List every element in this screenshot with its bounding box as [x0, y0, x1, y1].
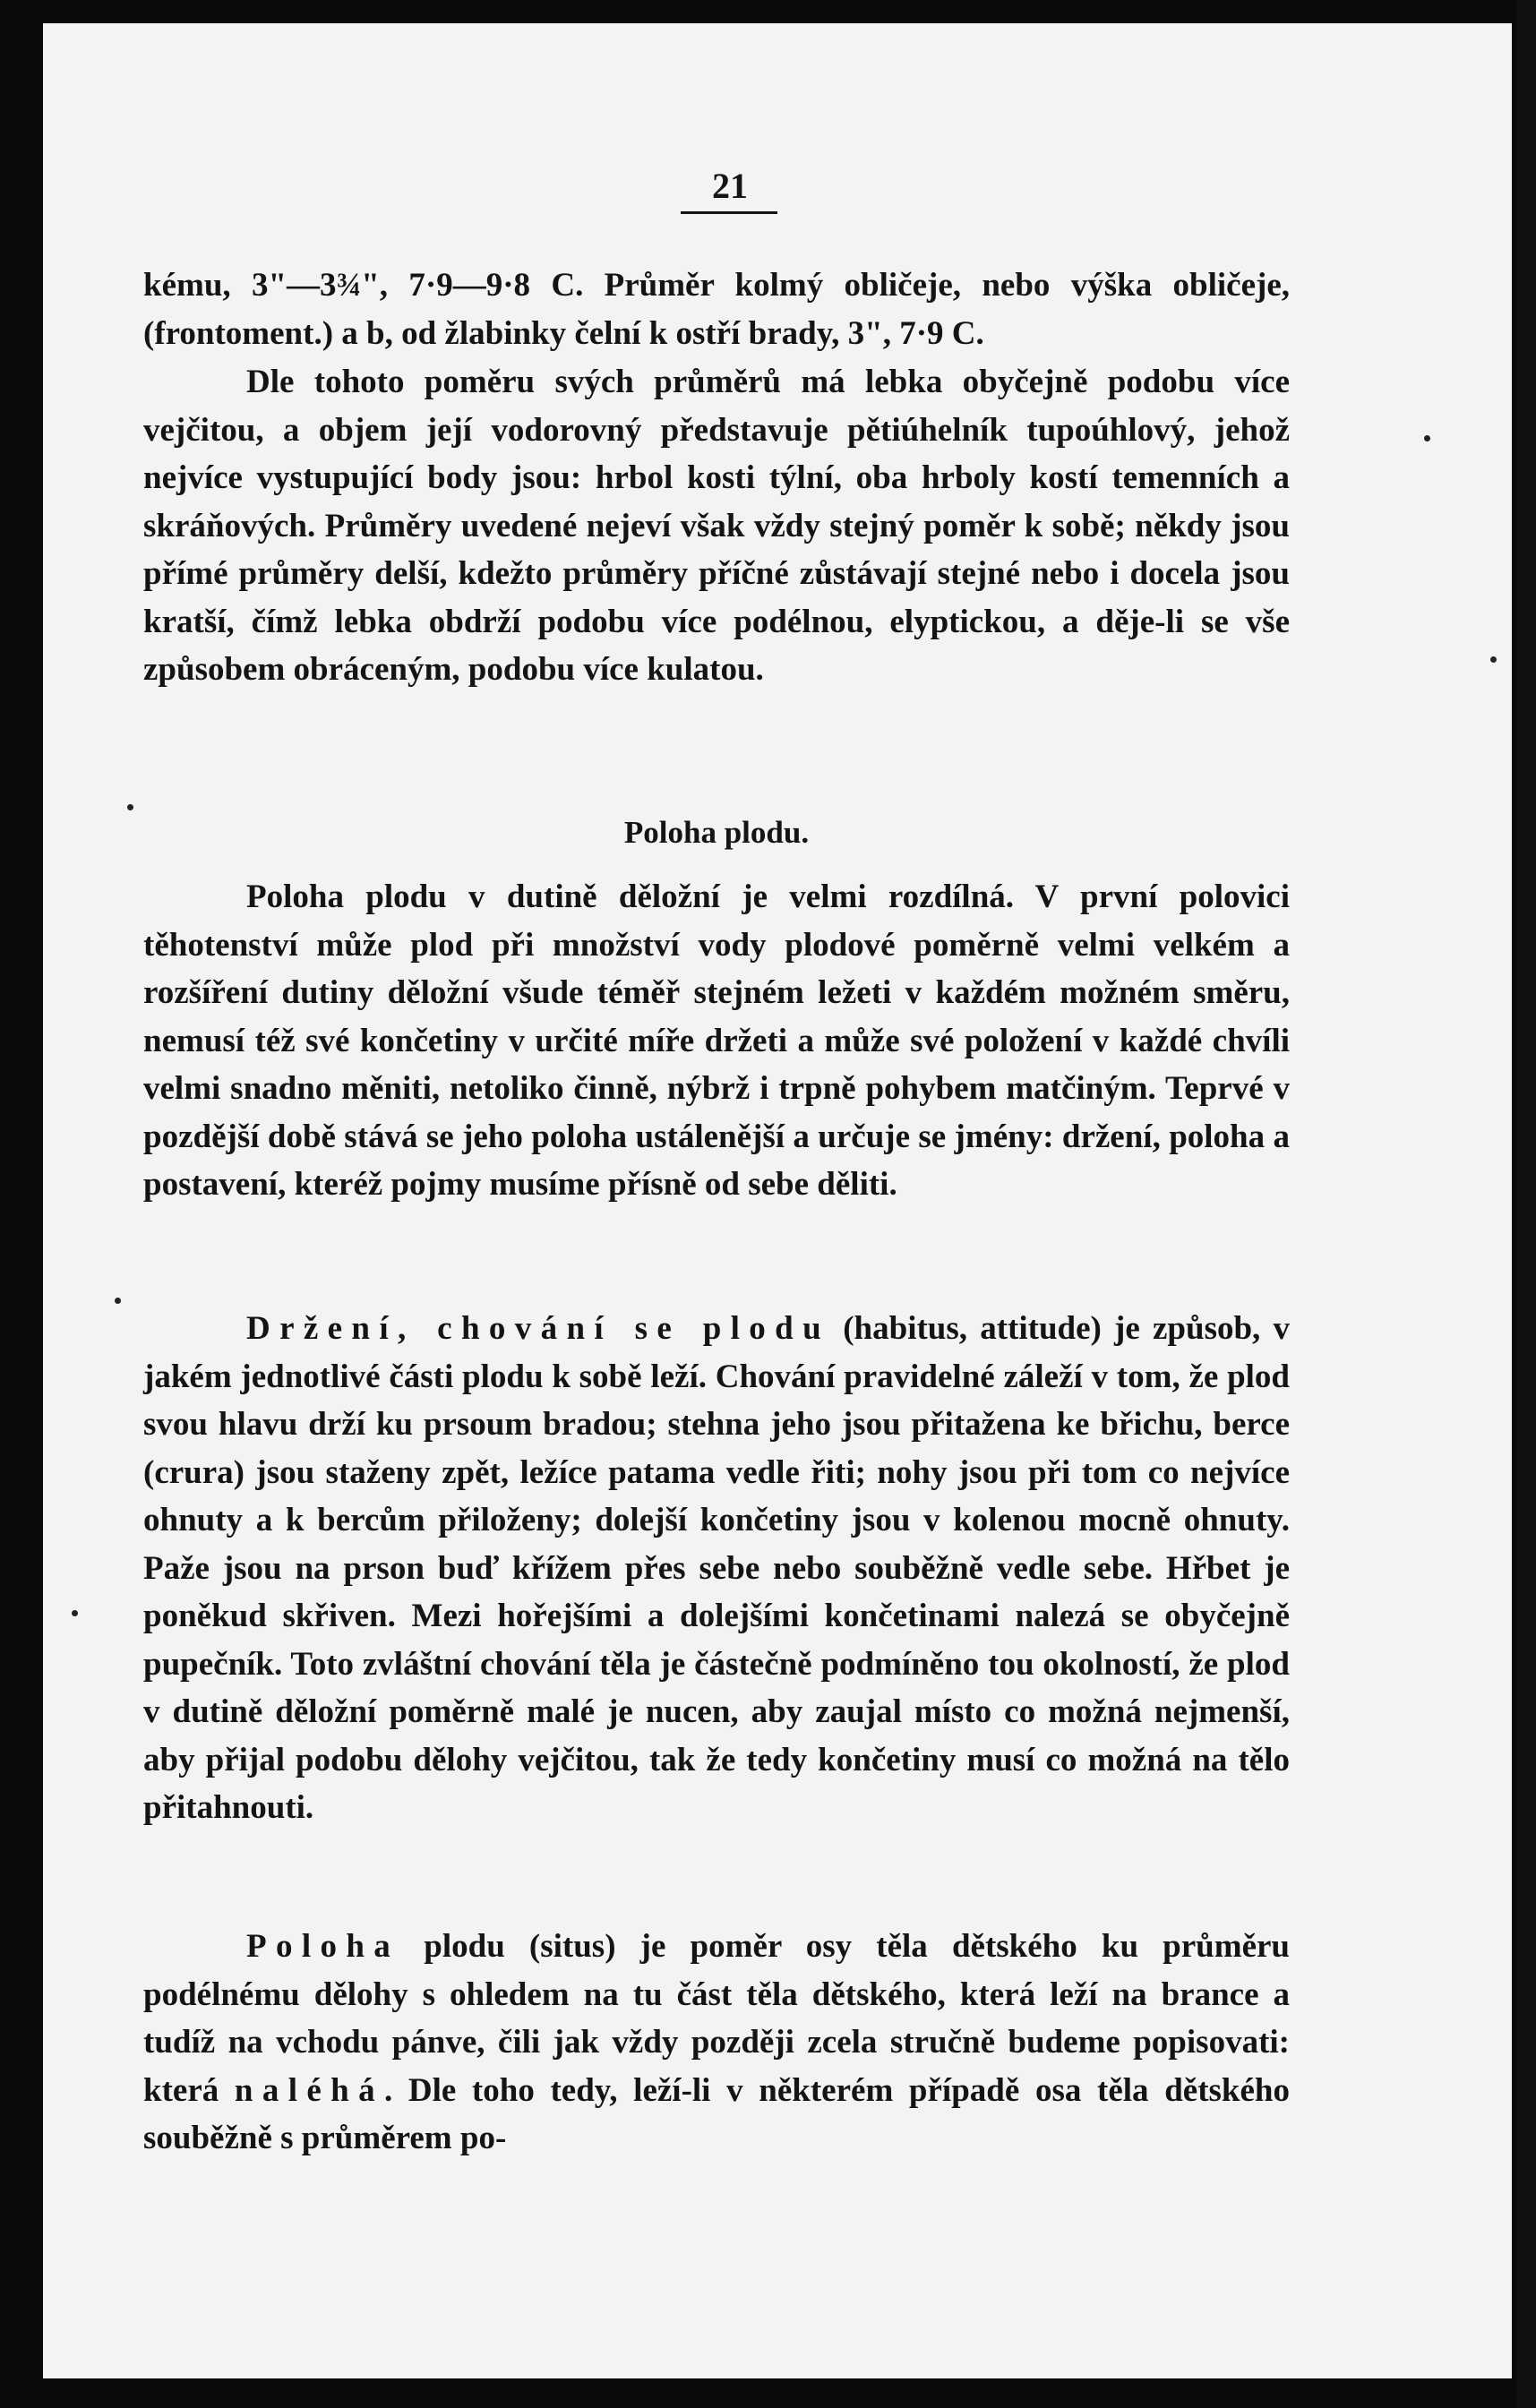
scan-speck — [115, 1298, 121, 1304]
page-number: 21 — [712, 166, 748, 206]
paragraph-skull-shape — [143, 358, 1290, 694]
term-attitude: Držení, chování se plodu — [246, 1310, 831, 1347]
scan-speck — [72, 1610, 78, 1616]
term-presenting: naléhá — [234, 2071, 384, 2109]
scan-speck — [127, 804, 133, 810]
scan-speck — [1490, 656, 1497, 663]
paragraph-situs — [143, 1923, 1290, 2163]
paragraph-text: kému, 3"—3¾", 7·9—9·8 C. Průměr kolmý obličeje, nebo výška obličeje, (frontoment.) a b, od žlabinky čelní k ostří brady, 3", 7·9 C. — [143, 267, 1290, 352]
term-situs: Poloha — [246, 1928, 400, 1965]
paragraph-text: (habitus, attitude) je způsob, v jakém jednotlivé části plodu k sobě leží. Chování pravidelné záleží v tom, že plod svou hlavu drží ku prsoum bradou; stehna jeho jsou přitažena ke břichu, berce (crura) jsou staženy zpět, ležíce patama vedle řiti; nohy jsou při tom co nejvíce ohnuty a k bercům přiloženy; dolejší končetiny jsou v kolenou mocně ohnuty. Paže jsou na prson buď křížem přes sebe nebo souběžně vedle sebe. Hřbet je poněkud skřiven. Mezi hořejšími a dolejšími končetinami nalezá se obyčejně pupečník. Toto zvláštní chování těla je částečně podmíněno tou okolností, že plod v dutině děložní poměrně malé je nucen, aby zaujal místo co možná nejmenší, aby přijal podobu dělohy vejčitou, tak že tedy končetiny musí co možná na tělo přitahnouti. — [143, 1310, 1290, 1826]
scan-right-edge — [1516, 0, 1536, 2408]
section-heading: Poloha plodu. — [623, 815, 810, 850]
paragraph-text: Poloha plodu v dutině děložní je velmi rozdílná. V první polovici těhotenství může plod při množství vody plodové poměrně velmi velkém a rozšíření dutiny děložní všude téměř stejném ležeti v každém možném směru, nemusí též své končetiny v určité míře držeti a může své položení v každé chvíli velmi snadno měniti, netoliko činně, nýbrž i trpně pohybem matčiným. Teprvé v pozdější době stává se jeho poloha ustálenější a určuje se jmény: držení, poloha a postavení, kteréž pojmy musíme přísně od sebe děliti. — [143, 878, 1290, 1203]
paragraph-fetal-position — [143, 873, 1290, 1209]
paragraph-text: Dle tohoto poměru svých průměrů má lebka obyčejně podobu více vejčitou, a objem její vodorovný představuje pětiúhelník tupoúhlový, jehož nejvíce vystupující body jsou: hrbol kosti týlní, oba hrboly kostí temenních a skráňových. Průměry uvedené nejeví však vždy stejný poměr k sobě; někdy jsou přímé průměry delší, kdežto průměry příčné zůstávají stejné nebo i docela jsou kratší, čímž lebka obdrží podobu více podélnou, elyptickou, a děje-li se vše způsobem obráceným, podobu více kulatou. — [143, 364, 1290, 688]
paragraph-text: . Dle toho tedy, leží-li v některém případě osa těla dětského souběžně s průměrem po- — [143, 2071, 1290, 2156]
page-number-underline — [681, 211, 777, 214]
paragraph-attitude — [143, 1305, 1290, 1832]
paragraph-text: plodu (situs) je poměr osy těla dětského ku průměru podélnému dělohy s ohledem na tu část těla dětského, která leží na brance a tudíž na vchodu pánve, čili jak vždy později zcela stručně budeme popisovati: která — [143, 1928, 1290, 2109]
scan-speck — [1424, 435, 1430, 441]
paragraph-continuation — [143, 261, 1290, 357]
